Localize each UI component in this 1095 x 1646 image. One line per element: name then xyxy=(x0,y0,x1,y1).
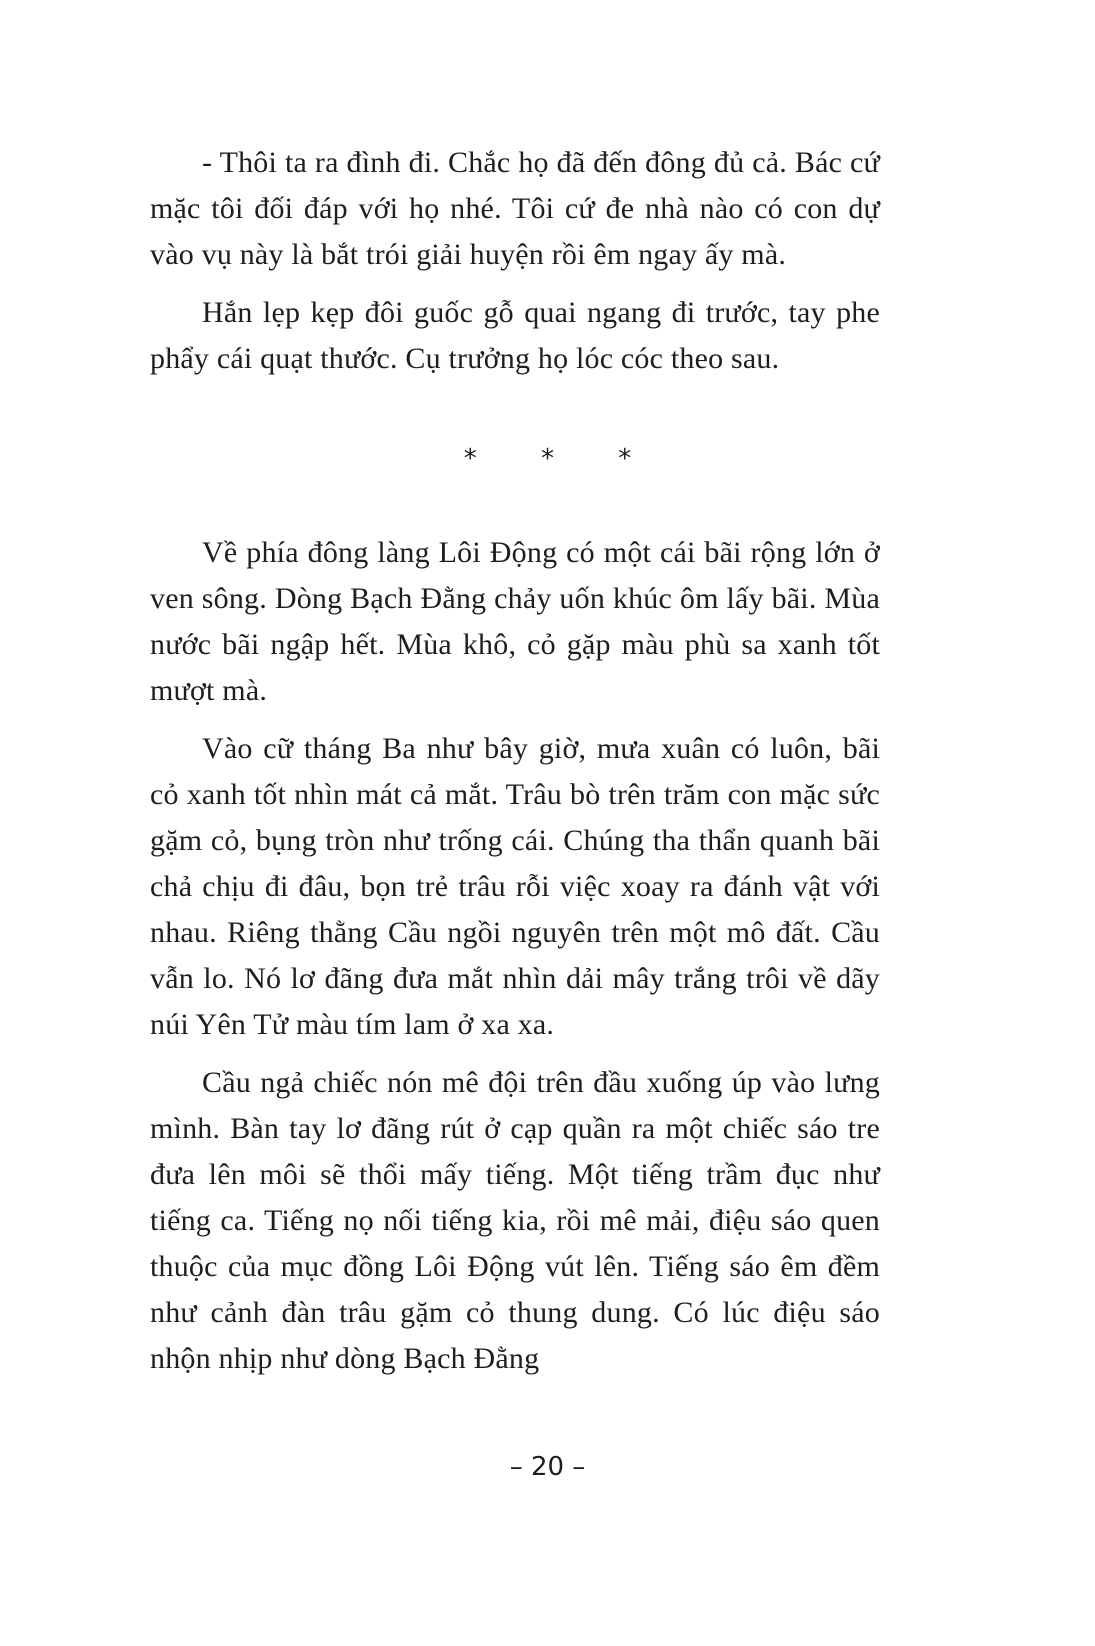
top-text-section xyxy=(150,140,880,382)
page-number: – 20 – xyxy=(509,1452,586,1482)
paragraph: Vào cữ tháng Ba như bây giờ, mưa xuân có luôn, bãi cỏ xanh tốt nhìn mát cả mắt. Trâu bò trên trăm con mặc sức gặm cỏ, bụng tròn như trống cái. Chúng tha thẩn quanh bãi chả chịu đi đâu, bọn trẻ trâu rỗi việc xoay ra đánh vật với nhau. Riêng thằng Cầu ngồi nguyên trên một mô đất. Cầu vẫn lo. Nó lơ đãng đưa mắt nhìn dải mây trắng trôi về dãy núi Yên Tử màu tím lam ở xa xa. xyxy=(150,732,880,1041)
paragraph: - Thôi ta ra đình đi. Chắc họ đã đến đông đủ cả. Bác cứ mặc tôi đối đáp với họ nhé. Tôi cứ đe nhà nào có con dự vào vụ này là bắt trói giải huyện rồi êm ngay ấy mà. xyxy=(150,146,880,271)
bottom-text-section xyxy=(150,530,880,1382)
section-separator: * * * xyxy=(463,444,660,474)
paragraph: Về phía đông làng Lôi Động có một cái bãi rộng lớn ở ven sông. Dòng Bạch Đằng chảy uốn khúc ôm lấy bãi. Mùa nước bãi ngập hết. Mùa khô, cỏ gặp màu phù sa xanh tốt mượt mà. xyxy=(150,536,880,707)
paragraph: Cầu ngả chiếc nón mê đội trên đầu xuống úp vào lưng mình. Bàn tay lơ đãng rút ở cạp quần ra một chiếc sáo tre đưa lên môi sẽ thổi mấy tiếng. Một tiếng trầm đục như tiếng ca. Tiếng nọ nối tiếng kia, rồi mê mải, điệu sáo quen thuộc của mục đồng Lôi Động vút lên. Tiếng sáo êm đềm như cảnh đàn trâu gặm cỏ thung dung. Có lúc điệu sáo nhộn nhịp như dòng Bạch Đằng xyxy=(150,1066,880,1375)
paragraph: Hắn lẹp kẹp đôi guốc gỗ quai ngang đi trước, tay phe phẩy cái quạt thước. Cụ trưởng họ lóc cóc theo sau. xyxy=(150,296,880,375)
